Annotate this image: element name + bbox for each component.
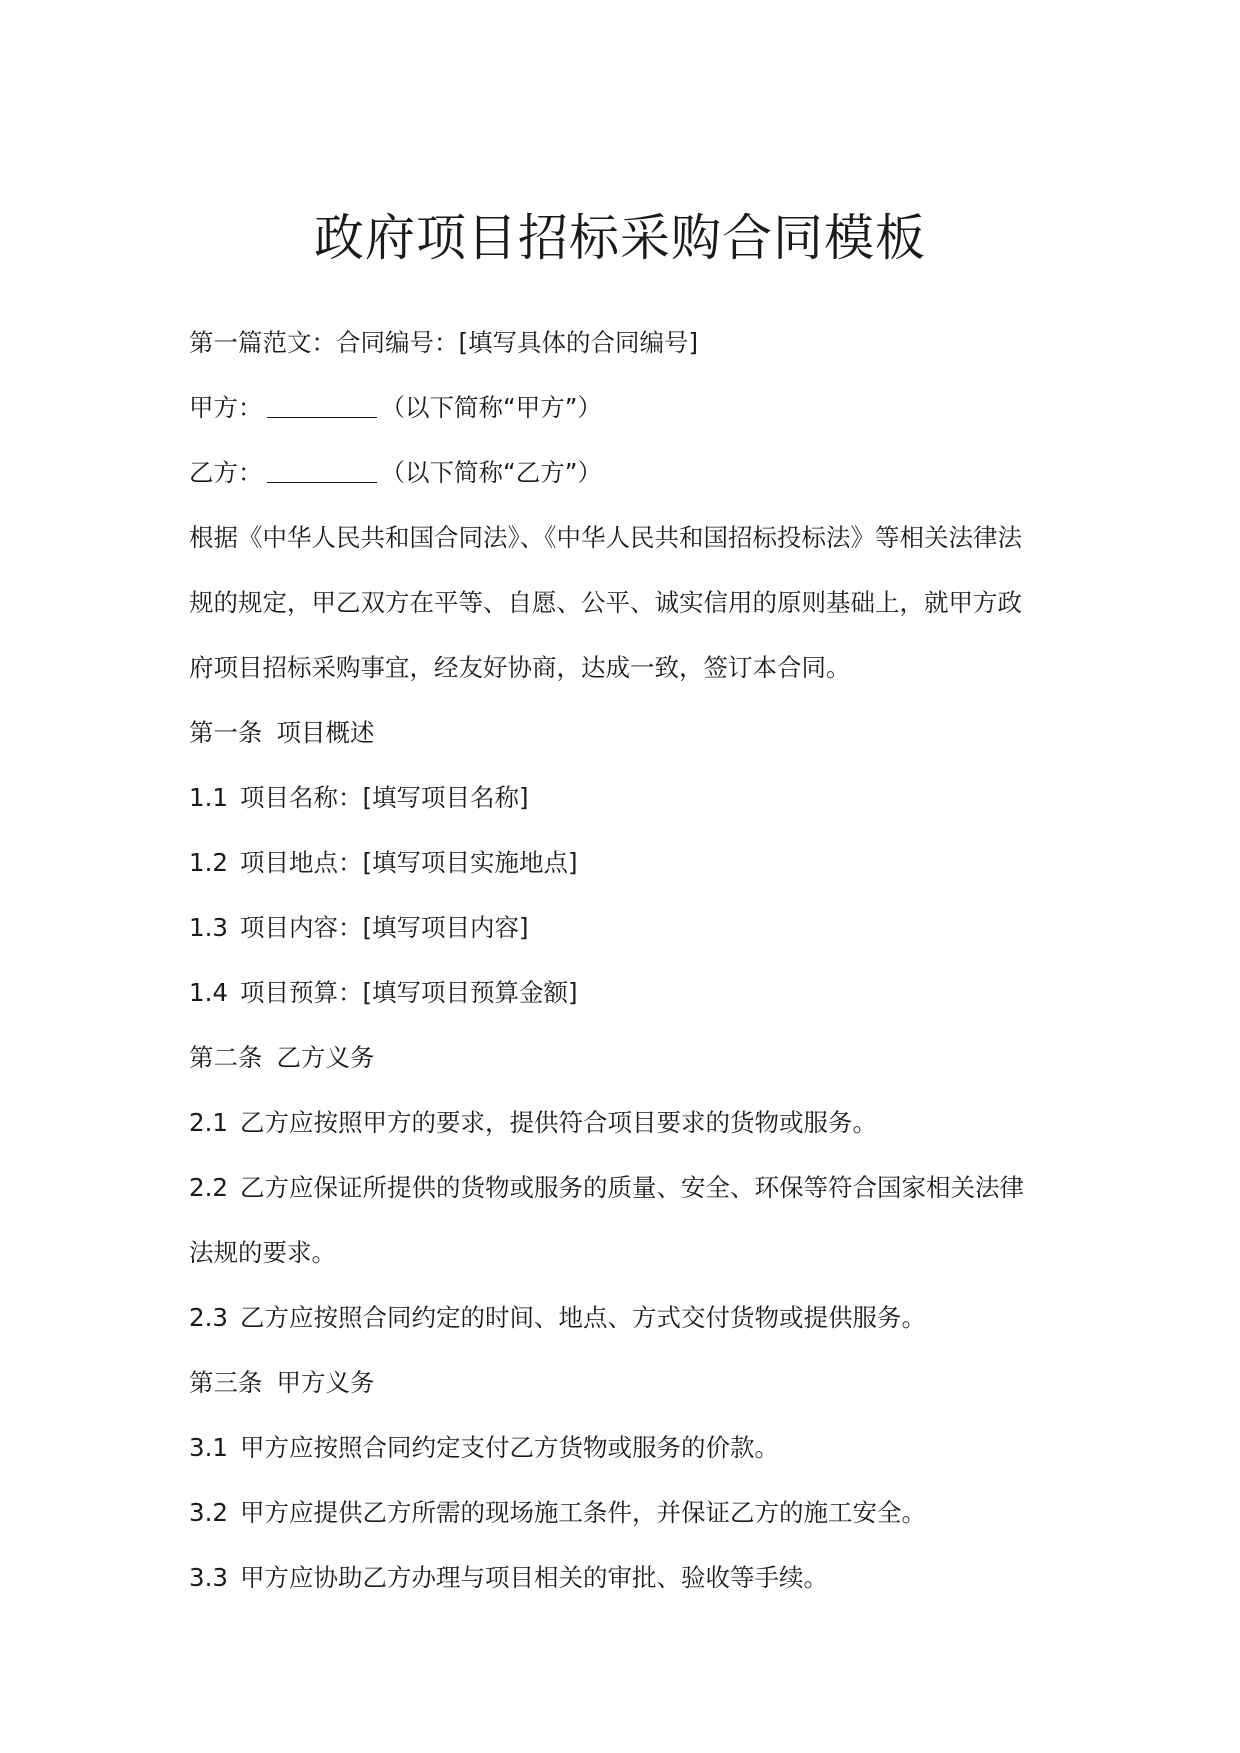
item-number: 1.1 (189, 783, 228, 812)
article-3-number: 第三条 (189, 1368, 263, 1397)
party-a-label: 甲方： (189, 393, 263, 422)
item-number: 3.2 (189, 1498, 228, 1527)
item-text: 甲方应提供乙方所需的现场施工条件，并保证乙方的施工安全。 (239, 1498, 926, 1527)
article-3-heading (189, 1350, 1069, 1415)
article-item (189, 1285, 1069, 1350)
item-number: 3.1 (189, 1433, 228, 1462)
item-number: 3.3 (189, 1563, 228, 1592)
article-1-heading (189, 700, 1069, 765)
item-text: 乙方应按照合同约定的时间、地点、方式交付货物或提供服务。 (239, 1303, 926, 1332)
document-title: 政府项目招标采购合同模板 (314, 209, 926, 267)
article-1-title: 项目概述 (276, 718, 375, 747)
article-item (189, 1545, 1069, 1610)
article-item (189, 1415, 1069, 1480)
party-b-blank (267, 458, 377, 483)
party-a-blank (267, 393, 377, 418)
item-text: 项目内容：[填写项目内容] (239, 913, 529, 942)
party-b-line (189, 440, 1069, 505)
item-text: 乙方应保证所提供的货物或服务的质量、安全、环保等符合国家相关法律 (239, 1173, 1024, 1202)
article-2-title: 乙方义务 (276, 1043, 375, 1072)
item-number: 2.1 (189, 1108, 228, 1137)
article-item-continuation: 法规的要求。 (189, 1238, 336, 1267)
item-text: 项目名称：[填写项目名称] (239, 783, 529, 812)
item-text: 项目地点：[填写项目实施地点] (239, 848, 578, 877)
party-a-line (189, 375, 1069, 440)
article-item (189, 1090, 1069, 1155)
party-a-note: （以下简称“甲方”） (380, 393, 602, 422)
party-b-note: （以下简称“乙方”） (380, 458, 602, 487)
item-number: 2.2 (189, 1173, 228, 1202)
item-number: 1.2 (189, 848, 228, 877)
item-text: 甲方应协助乙方办理与项目相关的审批、验收等手续。 (239, 1563, 828, 1592)
article-2-number: 第二条 (189, 1043, 263, 1072)
article-item (189, 895, 1069, 960)
article-3-title: 甲方义务 (276, 1368, 375, 1397)
article-item (189, 1155, 1069, 1220)
preamble-line: 根据《中华人民共和国合同法》、《中华人民共和国招标投标法》等相关法律法 (189, 523, 1022, 552)
preamble-line: 规的规定，甲乙双方在平等、自愿、公平、诚实信用的原则基础上，就甲方政 (189, 588, 1022, 617)
article-item (189, 765, 1069, 830)
document-body (189, 310, 1069, 1610)
item-text: 甲方应按照合同约定支付乙方货物或服务的价款。 (239, 1433, 779, 1462)
article-1-number: 第一条 (189, 718, 263, 747)
item-text: 项目预算：[填写项目预算金额] (239, 978, 578, 1007)
preamble-line: 府项目招标采购事宜，经友好协商，达成一致，签订本合同。 (189, 653, 851, 682)
item-number: 1.3 (189, 913, 228, 942)
article-item (189, 1480, 1069, 1545)
item-number: 1.4 (189, 978, 228, 1007)
party-b-label: 乙方： (189, 458, 263, 487)
item-number: 2.3 (189, 1303, 228, 1332)
item-text: 乙方应按照甲方的要求，提供符合项目要求的货物或服务。 (239, 1108, 877, 1137)
contract-number-line: 第一篇范文：合同编号：[填写具体的合同编号] (189, 328, 699, 357)
article-item (189, 960, 1069, 1025)
article-2-heading (189, 1025, 1069, 1090)
article-item (189, 830, 1069, 895)
